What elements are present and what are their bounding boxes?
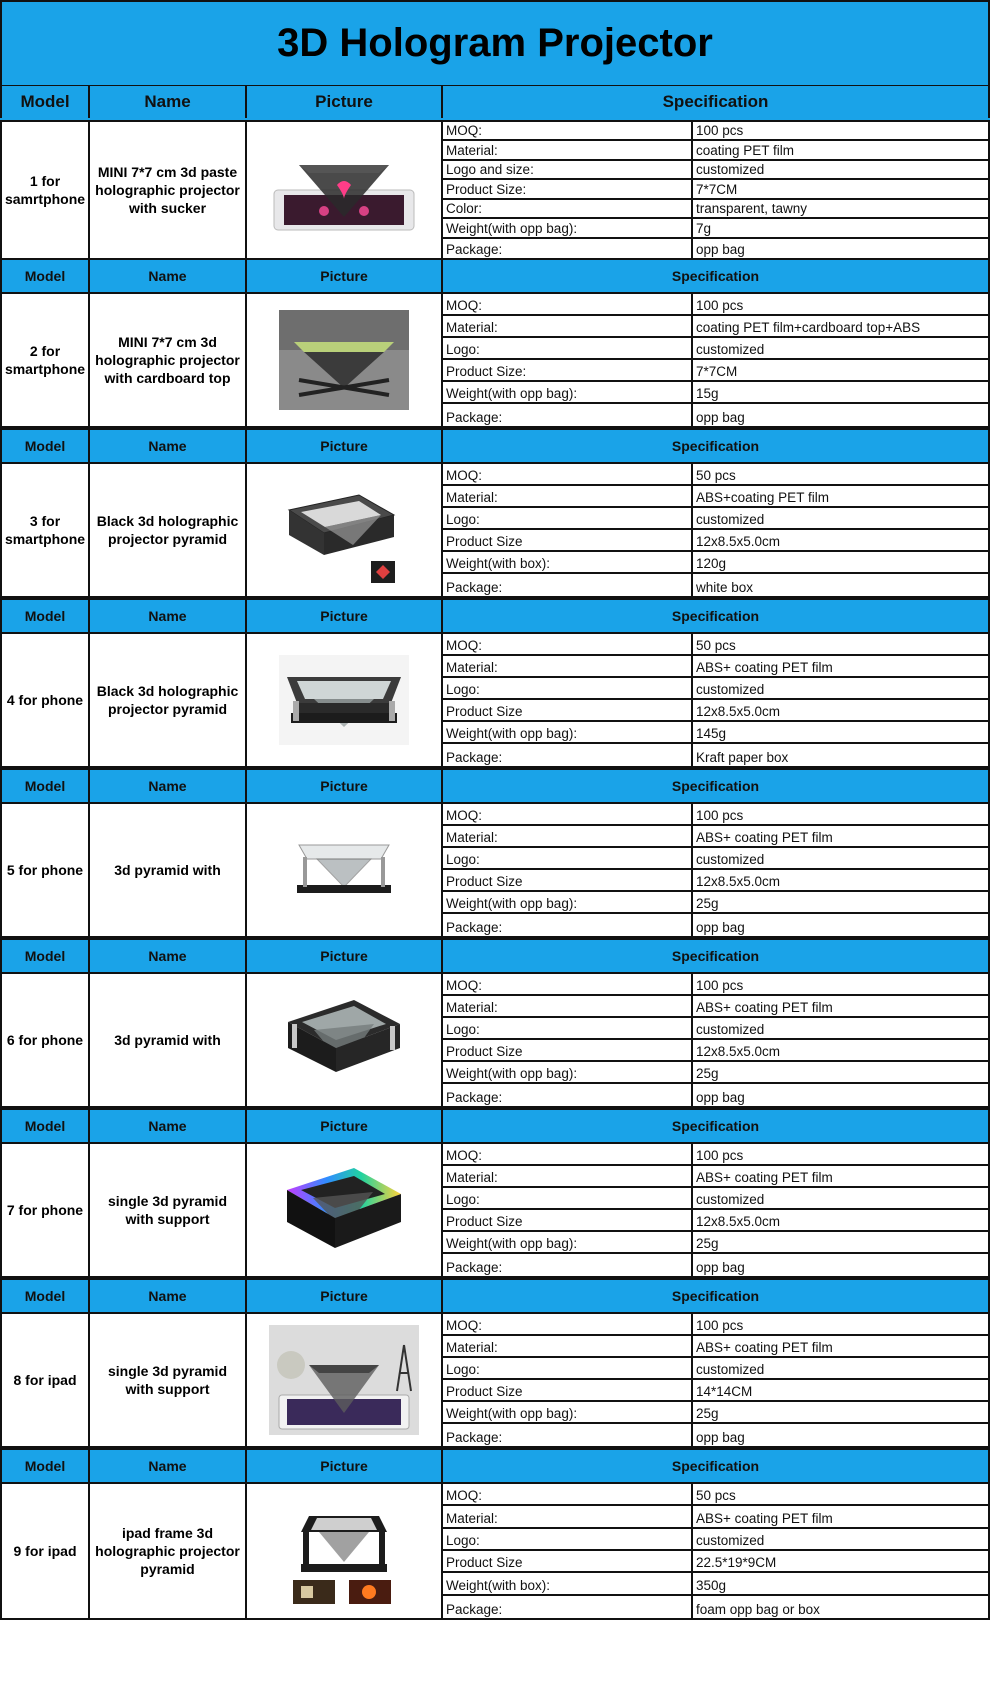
spec-label: MOQ:	[446, 1488, 482, 1504]
spec-row	[443, 656, 988, 678]
spec-value: 15g	[691, 382, 988, 402]
spec-value: 50 pcs	[691, 464, 988, 484]
spec-value: ABS+ coating PET film	[691, 656, 988, 676]
product-row	[0, 974, 990, 1108]
spec-label: Color:	[446, 201, 483, 217]
spec-label: Weight(with box):	[446, 556, 551, 571]
spec-label: Logo:	[446, 852, 480, 867]
spec-row	[443, 1144, 988, 1166]
column-header-row	[0, 428, 990, 464]
header-name: Name	[90, 1450, 247, 1482]
product-photo	[284, 992, 404, 1088]
spec-label: Weight(with box):	[446, 1577, 551, 1593]
spec-row	[443, 1314, 988, 1336]
model-cell: 3 for smartphone	[0, 464, 90, 596]
header-model: Model	[0, 600, 90, 632]
model-cell: 6 for phone	[0, 974, 90, 1106]
specification-cell	[443, 804, 990, 936]
product-photo	[279, 475, 409, 585]
header-specification: Specification	[443, 1110, 990, 1142]
product-photo	[279, 655, 409, 745]
spec-list	[443, 804, 988, 938]
spec-value: 25g	[691, 1062, 988, 1082]
spec-row	[443, 574, 988, 596]
product-name-cell: Black 3d holographic projector pyramid	[90, 464, 247, 596]
spec-label: Package:	[446, 1601, 503, 1617]
product-row	[0, 804, 990, 938]
header-name: Name	[90, 940, 247, 972]
spec-row	[443, 141, 988, 160]
spec-value: opp bag	[691, 239, 988, 258]
header-picture: Picture	[247, 86, 443, 118]
product-photo	[279, 310, 409, 410]
product-row	[0, 1314, 990, 1448]
product-name-cell: single 3d pyramid with support	[90, 1144, 247, 1276]
spec-value: 100 pcs	[691, 804, 988, 824]
spec-value: 25g	[691, 1402, 988, 1422]
spec-value: 14*14CM	[691, 1380, 988, 1400]
header-picture: Picture	[247, 1110, 443, 1142]
spec-label: Product Size	[446, 1555, 523, 1571]
product-photo	[279, 1160, 409, 1260]
spec-value: 100 pcs	[691, 974, 988, 994]
spec-row	[443, 892, 988, 914]
spec-list	[443, 1314, 988, 1448]
spec-value: coating PET film	[691, 141, 988, 158]
spec-value: ABS+coating PET film	[691, 486, 988, 506]
spec-value: opp bag	[691, 1254, 988, 1276]
spec-value: 12x8.5x5.0cm	[691, 1210, 988, 1230]
spec-row	[443, 161, 988, 180]
spec-row	[443, 1084, 988, 1106]
specification-cell	[443, 464, 990, 596]
page-title: 3D Hologram Projector	[277, 21, 713, 65]
spec-value: 120g	[691, 552, 988, 572]
spec-row	[443, 634, 988, 656]
spec-label: Product Size	[446, 1384, 523, 1399]
picture-cell	[247, 804, 443, 936]
spec-label: Logo:	[446, 1362, 480, 1377]
spec-label: MOQ:	[446, 1318, 482, 1333]
product-name-cell: MINI 7*7 cm 3d paste holographic projector with sucker	[90, 122, 247, 258]
spec-row	[443, 486, 988, 508]
product-row	[0, 1484, 990, 1620]
spec-row	[443, 1529, 988, 1551]
picture-cell	[247, 974, 443, 1106]
header-name: Name	[90, 1280, 247, 1312]
header-picture: Picture	[247, 260, 443, 292]
spec-row	[443, 122, 988, 141]
spec-label: Weight(with opp bag):	[446, 220, 578, 236]
spec-label: Logo and size:	[446, 162, 534, 178]
spec-list	[443, 974, 988, 1108]
spec-row	[443, 722, 988, 744]
spec-value: 7g	[691, 219, 988, 236]
spec-label: Package:	[446, 1430, 503, 1445]
picture-cell	[247, 634, 443, 766]
spec-value: customized	[691, 848, 988, 868]
spec-value: customized	[691, 1358, 988, 1378]
product-photo	[269, 1325, 419, 1435]
product-name-cell: single 3d pyramid with support	[90, 1314, 247, 1446]
spec-list	[443, 122, 988, 256]
spec-value: 12x8.5x5.0cm	[691, 1040, 988, 1060]
header-picture: Picture	[247, 940, 443, 972]
spec-label: Weight(with opp bag):	[446, 726, 578, 741]
spec-row	[443, 1166, 988, 1188]
specification-cell	[443, 1484, 990, 1618]
picture-cell	[247, 294, 443, 426]
spec-label: Package:	[446, 1090, 503, 1105]
spec-value: customized	[691, 161, 988, 178]
spec-label: Material:	[446, 320, 498, 335]
header-specification: Specification	[443, 600, 990, 632]
spec-value: 50 pcs	[691, 634, 988, 654]
spec-row	[443, 700, 988, 722]
column-header-row	[0, 1278, 990, 1314]
spec-row	[443, 1188, 988, 1210]
header-name: Name	[90, 600, 247, 632]
spec-label: Weight(with opp bag):	[446, 386, 578, 401]
header-picture: Picture	[247, 430, 443, 462]
spec-label: MOQ:	[446, 638, 482, 653]
spec-value: 25g	[691, 892, 988, 912]
spec-label: Product Size	[446, 1214, 523, 1229]
spec-row	[443, 848, 988, 870]
spec-row	[443, 1402, 988, 1424]
spec-row	[443, 1062, 988, 1084]
spec-label: Weight(with opp bag):	[446, 1236, 578, 1251]
picture-cell	[247, 1314, 443, 1446]
spec-label: Package:	[446, 410, 503, 425]
spec-row	[443, 382, 988, 404]
spec-label: Material:	[446, 830, 498, 845]
header-specification: Specification	[443, 940, 990, 972]
picture-cell	[247, 1144, 443, 1276]
header-specification: Specification	[443, 260, 990, 292]
specification-cell	[443, 1144, 990, 1276]
product-block	[0, 428, 990, 598]
spec-value: 22.5*19*9CM	[691, 1551, 988, 1571]
model-cell: 4 for phone	[0, 634, 90, 766]
spec-list	[443, 1144, 988, 1278]
spec-value: Kraft paper box	[691, 744, 988, 766]
spec-row	[443, 1484, 988, 1506]
spec-value: 12x8.5x5.0cm	[691, 530, 988, 550]
spec-value: 12x8.5x5.0cm	[691, 700, 988, 720]
spec-row	[443, 1232, 988, 1254]
product-block	[0, 768, 990, 938]
spec-value: customized	[691, 1188, 988, 1208]
spec-value: 100 pcs	[691, 1144, 988, 1164]
product-block	[0, 1278, 990, 1448]
spec-value: white box	[691, 574, 988, 596]
spec-row	[443, 180, 988, 199]
spec-row	[443, 678, 988, 700]
column-header-row	[0, 768, 990, 804]
specification-cell	[443, 1314, 990, 1446]
model-cell: 1 for samrtphone	[0, 122, 90, 258]
specification-cell	[443, 294, 990, 426]
spec-value: ABS+ coating PET film	[691, 996, 988, 1016]
header-picture: Picture	[247, 1280, 443, 1312]
specification-cell	[443, 974, 990, 1106]
spec-value: coating PET film+cardboard top+ABS	[691, 316, 988, 336]
spec-label: MOQ:	[446, 468, 482, 483]
spec-value: customized	[691, 508, 988, 528]
spec-label: Weight(with opp bag):	[446, 1066, 578, 1081]
spec-value: ABS+ coating PET film	[691, 826, 988, 846]
spec-row	[443, 464, 988, 486]
model-cell: 8 for ipad	[0, 1314, 90, 1446]
spec-row	[443, 1336, 988, 1358]
spec-row	[443, 1506, 988, 1528]
specification-cell	[443, 122, 990, 258]
spec-value: 50 pcs	[691, 1484, 988, 1504]
spec-value: ABS+ coating PET film	[691, 1336, 988, 1356]
spec-row	[443, 239, 988, 258]
product-name-cell: Black 3d holographic projector pyramid	[90, 634, 247, 766]
header-model: Model	[0, 940, 90, 972]
spec-label: Logo:	[446, 682, 480, 697]
spec-value: customized	[691, 338, 988, 358]
picture-cell	[247, 1484, 443, 1618]
column-header-row	[0, 1448, 990, 1484]
spec-label: Package:	[446, 750, 503, 765]
spec-label: Material:	[446, 1510, 498, 1526]
spec-row	[443, 360, 988, 382]
header-model: Model	[0, 430, 90, 462]
product-photo	[289, 835, 399, 905]
header-model: Model	[0, 86, 90, 118]
spec-label: MOQ:	[446, 123, 482, 139]
spec-value: 7*7CM	[691, 180, 988, 197]
spec-label: Material:	[446, 660, 498, 675]
spec-label: Package:	[446, 920, 503, 935]
spec-value: customized	[691, 678, 988, 698]
spec-row	[443, 1596, 988, 1618]
spec-row	[443, 996, 988, 1018]
spec-label: Logo:	[446, 512, 480, 527]
spec-row	[443, 1573, 988, 1595]
spec-label: Logo:	[446, 1192, 480, 1207]
spec-label: Material:	[446, 1170, 498, 1185]
spec-list	[443, 464, 988, 598]
spec-value: 12x8.5x5.0cm	[691, 870, 988, 890]
spec-label: Logo:	[446, 1022, 480, 1037]
product-row	[0, 1144, 990, 1278]
header-picture: Picture	[247, 600, 443, 632]
header-name: Name	[90, 770, 247, 802]
spec-label: Product Size	[446, 534, 523, 549]
spec-label: Logo:	[446, 342, 480, 357]
header-specification: Specification	[443, 430, 990, 462]
spec-value: 25g	[691, 1232, 988, 1252]
spec-row	[443, 316, 988, 338]
spec-row	[443, 744, 988, 766]
column-header-row	[0, 598, 990, 634]
spec-label: Weight(with opp bag):	[446, 1406, 578, 1421]
spec-label: Product Size	[446, 874, 523, 889]
spec-label: Material:	[446, 142, 498, 158]
spec-value: 145g	[691, 722, 988, 742]
spec-value: 100 pcs	[691, 1314, 988, 1334]
product-block	[0, 86, 990, 260]
header-model: Model	[0, 770, 90, 802]
header-name: Name	[90, 430, 247, 462]
header-specification: Specification	[443, 1450, 990, 1482]
spec-row	[443, 530, 988, 552]
column-header-row	[0, 86, 990, 122]
spec-value: ABS+ coating PET film	[691, 1166, 988, 1186]
header-model: Model	[0, 260, 90, 292]
spec-value: opp bag	[691, 914, 988, 936]
spec-row	[443, 914, 988, 936]
spec-label: Product Size	[446, 704, 523, 719]
header-name: Name	[90, 1110, 247, 1142]
spec-list	[443, 634, 988, 768]
product-block	[0, 258, 990, 428]
picture-cell	[247, 122, 443, 258]
header-specification: Specification	[443, 86, 990, 118]
spec-row	[443, 508, 988, 530]
product-name-cell: 3d pyramid with	[90, 804, 247, 936]
column-header-row	[0, 258, 990, 294]
spec-value: opp bag	[691, 1084, 988, 1106]
product-name-cell: ipad frame 3d holographic projector pyramid	[90, 1484, 247, 1618]
spec-label: Material:	[446, 490, 498, 505]
product-row	[0, 294, 990, 428]
spec-row	[443, 1380, 988, 1402]
column-header-row	[0, 938, 990, 974]
header-specification: Specification	[443, 1280, 990, 1312]
spec-list	[443, 1484, 988, 1618]
spec-label: Logo:	[446, 1532, 480, 1548]
spec-label: Material:	[446, 1000, 498, 1015]
spec-row	[443, 1210, 988, 1232]
spec-row	[443, 200, 988, 219]
spec-label: Weight(with opp bag):	[446, 896, 578, 911]
spec-value: customized	[691, 1018, 988, 1038]
picture-cell	[247, 464, 443, 596]
model-cell: 9 for ipad	[0, 1484, 90, 1618]
header-picture: Picture	[247, 770, 443, 802]
spec-label: Product Size:	[446, 364, 527, 379]
spec-row	[443, 219, 988, 238]
spec-value: opp bag	[691, 404, 988, 426]
spec-row	[443, 552, 988, 574]
spec-row	[443, 974, 988, 996]
header-specification: Specification	[443, 770, 990, 802]
spec-value: ABS+ coating PET film	[691, 1506, 988, 1526]
spec-row	[443, 1040, 988, 1062]
spec-row	[443, 1358, 988, 1380]
spec-row	[443, 1424, 988, 1446]
product-row	[0, 122, 990, 260]
product-row	[0, 634, 990, 768]
spec-list	[443, 294, 988, 428]
product-block	[0, 1448, 990, 1620]
model-cell: 7 for phone	[0, 1144, 90, 1276]
spec-label: MOQ:	[446, 1148, 482, 1163]
product-block	[0, 1108, 990, 1278]
model-cell: 2 for smartphone	[0, 294, 90, 426]
product-block	[0, 598, 990, 768]
spec-row	[443, 1254, 988, 1276]
column-header-row	[0, 1108, 990, 1144]
spec-value: customized	[691, 1529, 988, 1549]
spec-row	[443, 1018, 988, 1040]
product-photo	[289, 1496, 399, 1606]
product-row	[0, 464, 990, 598]
model-cell: 5 for phone	[0, 804, 90, 936]
product-name-cell: 3d pyramid with	[90, 974, 247, 1106]
spec-label: Package:	[446, 580, 503, 595]
spec-value: 100 pcs	[691, 294, 988, 314]
title-bar	[0, 0, 990, 87]
spec-label: MOQ:	[446, 298, 482, 313]
spec-row	[443, 294, 988, 316]
spec-value: foam opp bag or box	[691, 1596, 988, 1618]
spec-value: opp bag	[691, 1424, 988, 1446]
header-model: Model	[0, 1280, 90, 1312]
specification-cell	[443, 634, 990, 766]
spec-label: Package:	[446, 1260, 503, 1275]
header-picture: Picture	[247, 1450, 443, 1482]
header-model: Model	[0, 1450, 90, 1482]
header-name: Name	[90, 86, 247, 118]
spec-value: 350g	[691, 1573, 988, 1593]
spec-row	[443, 338, 988, 360]
product-photo	[269, 145, 419, 235]
spec-label: MOQ:	[446, 978, 482, 993]
spec-row	[443, 826, 988, 848]
spec-value: 7*7CM	[691, 360, 988, 380]
spec-label: Material:	[446, 1340, 498, 1355]
header-name: Name	[90, 260, 247, 292]
spec-value: 100 pcs	[691, 122, 988, 139]
spec-label: Product Size:	[446, 181, 527, 197]
spec-row	[443, 870, 988, 892]
spec-row	[443, 1551, 988, 1573]
spec-label: Package:	[446, 241, 503, 257]
spec-label: MOQ:	[446, 808, 482, 823]
spec-value: transparent, tawny	[691, 200, 988, 217]
spec-row	[443, 804, 988, 826]
product-name-cell: MINI 7*7 cm 3d holographic projector with cardboard top	[90, 294, 247, 426]
spec-row	[443, 404, 988, 426]
product-block	[0, 938, 990, 1108]
header-model: Model	[0, 1110, 90, 1142]
spec-label: Product Size	[446, 1044, 523, 1059]
